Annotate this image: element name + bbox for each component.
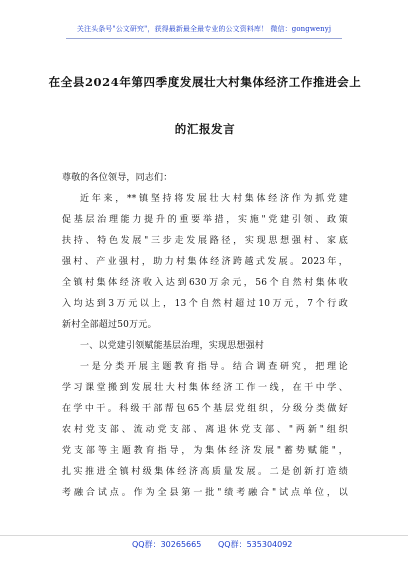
body-line: 新村全部超过50万元。 [62,320,157,330]
body-line: 党支部等主题教育指导，为集体经济发展"蓄势赋能"， [62,446,348,456]
body-line: 一是分类开展主题教育指导。结合调查研究，把理论 [80,362,348,372]
body-line: 入均达到3万元以上，13个自然村超过10万元，7个行政 [62,299,348,309]
doc-title-line-2: 的汇报发言 [174,122,236,136]
body-line: 全镇村集体经济收入达到630万余元，56个自然村集体收 [62,278,348,288]
body-line: 强村、产业强村，助力村集体经济跨越式发展。2023年， [62,257,348,267]
body-line: 农村党支部、流动党支部、离退休党支部、"两新"组织 [62,425,348,435]
doc-title-line-1: 在全县2024年第四季度发展壮大村集体经济工作推进会上 [48,75,362,89]
body-line: 考融合试点。作为全县第一批"绩考融合"试点单位，以 [62,488,348,498]
header-notice: 关注头条号"公文研究"，获得最新最全最专业的公文资料库！ 微信：gongwenyj [76,25,332,33]
section-heading: 一、以党建引领赋能基层治理，实现思想强村 [80,341,265,351]
body-line: 扎实推进全镇村级集体经济高质量发展。二是创新打造绩 [62,467,348,477]
doc-body [62,168,348,504]
footer-qq-group-2: QQ群：535304092 [218,540,293,549]
footer-qq-group-1: QQ群：30265665 [132,540,202,549]
body-line: 促基层治理能力提升的重要举措，实施"党建引领、政策 [62,215,348,225]
body-line: 近年来，**镇坚持将发展壮大村集体经济作为抓党建 [80,194,348,204]
body-line: 学习课堂搬到发展壮大村集体经济工作一线，在干中学、 [62,383,348,393]
footer-divider [0,535,408,536]
body-line: 在学中干。科级干部帮包65个基层党组织，分级分类做好 [62,404,348,414]
header-divider [66,38,342,39]
salutation: 尊敬的各位领导，同志们： [62,173,173,183]
body-line: 扶持、特色发展"三步走发展路径，实现思想强村、家底 [62,236,348,246]
